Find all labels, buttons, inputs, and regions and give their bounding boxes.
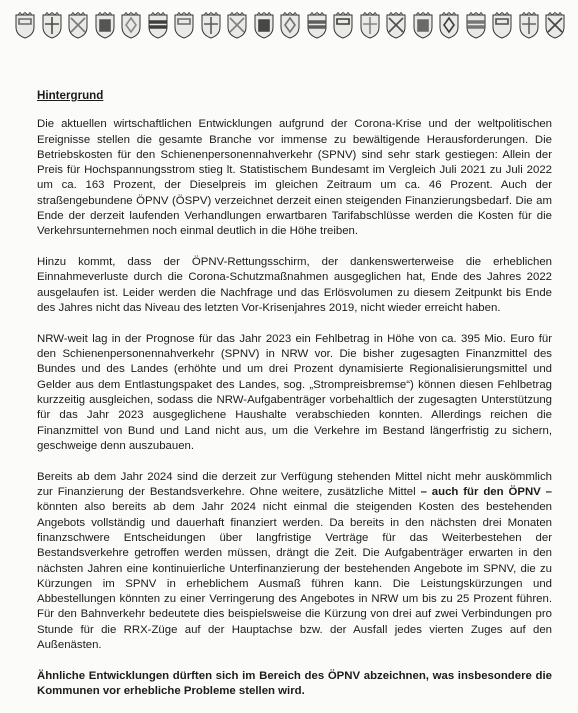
crest-18-icon xyxy=(465,12,487,40)
crest-9-icon xyxy=(226,12,248,40)
crest-20-icon xyxy=(518,12,540,40)
crest-21-icon xyxy=(544,12,566,40)
crest-2-icon xyxy=(41,12,63,40)
crest-15-icon xyxy=(385,12,407,40)
paragraph-4-emphasis: – auch für den ÖPNV – xyxy=(420,486,552,499)
crest-16-icon xyxy=(412,12,434,40)
section-heading: Hintergrund xyxy=(37,89,104,102)
crest-14-icon xyxy=(359,12,381,40)
crest-17-icon xyxy=(438,12,460,40)
crest-8-icon xyxy=(200,12,222,40)
paragraph-4-text-b: könnten also bereits ab dem Jahr 2024 nicht einmal die steigenden Kosten des bestehenden Angebots vollständig und dauerhaft finanziert werden. Da bereits in den nächsten drei Monaten finanzschwere Entscheidungen über langfristige Verträge für das Weiterbestehen der Bestandsverkehre getroffen werden müssen, drängt die Zeit. Die Aufgabenträger erwarten in den nächsten Jahren eine kontinuierliche Unterfinanzierung der bestehenden Angebote im SPNV, die zu Kürzungen im SPNV in erheblichem Ausmaß führen kann. Die Leistungskürzungen und Abbestellungen könnten zu einer Verringerung des Angebotes in NRW um bis zu 25 Prozent führen. Für den Bahnverkehr bedeutete dies beispielsweise die Kürzung von drei auf zwei Verbindungen pro Stunde für die RRX-Züge auf der Hauptachse bzw. der Ausfall jedes vierten Zuges auf den Außenästen. xyxy=(37,501,552,651)
coat-of-arms-row xyxy=(14,12,566,48)
crest-6-icon xyxy=(147,12,169,40)
crest-19-icon xyxy=(491,12,513,40)
crest-13-icon xyxy=(332,12,354,40)
paragraph-3: NRW-weit lag in der Prognose für das Jahr 2023 ein Fehlbetrag in Höhe von ca. 395 Mio. Euro für den Schienenpersonennahverkehr (SPNV) in NRW vor. Die bisher zugesagten Finanzmittel des Bundes und des Landes (erhöhte und um drei Prozent dynamisierte Regionalisierungsmittel und Gelder aus dem Entlastungspaket des Landes, sog. „Strompreisbremse“) können diesen Fehlbetrag kurzzeitig ausgleichen, sodass die NRW-Aufgabenträger vorbehaltlich der zugesagten Unterstützung für das Jahr 2023 ausgeglichene Haushalte verabschieden konnten. Allerdings reichen die Finanzmittel von Bund und Land nicht aus, um die Verkehre im Bestand längerfristig zu sichern, geschweige denn auszubauen. xyxy=(37,332,552,452)
paragraph-4-text-a: Bereits ab dem Jahr 2024 sind die derzeit zur Verfügung stehenden Mittel nicht mehr auskömmlich zur Finanzierung der Bestandsverkehre. Ohne weitere, zusätzliche Mittel xyxy=(37,470,552,499)
crest-7-icon xyxy=(173,12,195,40)
closing-statement: Ähnliche Entwicklungen dürften sich im Bereich des ÖPNV abzeichnen, was insbesondere die Kommunen vor erhebliche Probleme stellen wird. xyxy=(37,669,552,698)
paragraph-1: Die aktuellen wirtschaftlichen Entwicklungen aufgrund der Corona-Krise und der weltpolitischen Ereignisse stellen die gesamte Branche vor immense zu bewältigende Herausforderungen. Die Betriebskosten für den Schienenpersonennahverkehr (SPNV) sind sehr stark gestiegen: Allein der Preis für Hochspannungsstrom stieg lt. Statistischem Bundesamt im Vergleich Juli 2021 zu Juli 2022 um ca. 163 Prozent, der Dieselpreis im gleichen Zeitraum um ca. 46 Prozent. Auch der straßengebundene ÖPNV (ÖSPV) verzeichnet derzeit einen steigenden Finanzierungsbedarf. Die am Ende der derzeit laufenden Verhandlungen erwartbaren Tarifabschlüsse werden die Kosten für die Verkehrsunternehmen noch einmal deutlich in die Höhe treiben. xyxy=(37,118,552,238)
crest-1-icon xyxy=(14,12,36,40)
document-body xyxy=(37,88,552,699)
crest-5-icon xyxy=(120,12,142,40)
crest-3-icon xyxy=(67,12,89,40)
crest-10-icon xyxy=(253,12,275,40)
crest-12-icon xyxy=(306,12,328,40)
paragraph-4 xyxy=(37,470,552,654)
crest-11-icon xyxy=(279,12,301,40)
crest-4-icon xyxy=(94,12,116,40)
paragraph-2: Hinzu kommt, dass der ÖPNV-Rettungsschirm, der dankenswerterweise die erheblichen Einnahmeverluste durch die Corona-Schutzmaßnahmen ausgeglichen hat, Ende des Jahres 2022 ausgelaufen ist. Leider werden die Nachfrage und das Erlösvolumen zu diesem Zeitpunkt bis Ende des Jahres nicht das Niveau des letzten Vor-Krisenjahres 2019, nicht wieder erreicht haben. xyxy=(37,256,552,315)
